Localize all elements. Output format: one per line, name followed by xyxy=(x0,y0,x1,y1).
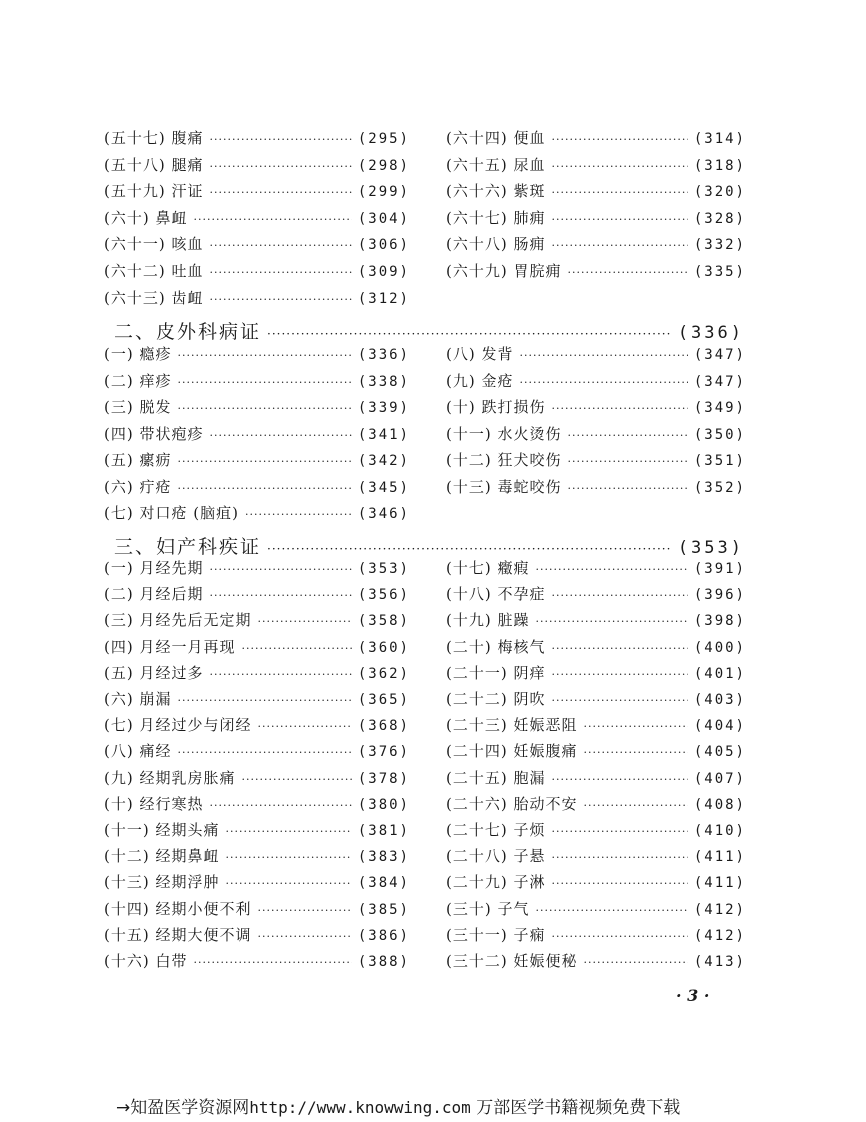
toc-entry-page: (368) xyxy=(357,718,410,735)
toc-entry[interactable] xyxy=(446,557,746,583)
toc-entry-page: (353) xyxy=(357,561,410,577)
toc-entry-label: (五) 月经过多 xyxy=(104,663,204,682)
toc-entry-page: (407) xyxy=(693,770,746,787)
toc-entry-page: (295) xyxy=(357,131,410,147)
toc-entry-label: (五十七) 腹痛 xyxy=(104,129,204,147)
toc-entry[interactable] xyxy=(446,396,746,422)
toc-entry-page: (312) xyxy=(357,290,410,307)
toc-entry[interactable] xyxy=(446,714,746,740)
toc-entry-label: (八) 痛经 xyxy=(104,742,172,761)
toc-entry-label: (六) 疔疮 xyxy=(104,477,172,496)
leader-dots xyxy=(551,213,687,226)
toc-entry-page: (384) xyxy=(357,875,410,892)
toc-entry-label: (一) 月经先期 xyxy=(104,559,204,577)
toc-entry[interactable] xyxy=(446,127,746,153)
leader-dots xyxy=(583,799,687,812)
toc-entry-label: (十) 经行寒热 xyxy=(104,794,204,813)
toc-entry[interactable] xyxy=(446,207,746,233)
toc-entry-label: (二十八) 子悬 xyxy=(446,847,546,866)
toc-entry-label: (二) 月经后期 xyxy=(104,585,204,604)
toc-entry-page: (411) xyxy=(693,875,746,892)
toc-entry-label: (十二) 经期鼻衄 xyxy=(104,847,220,866)
leader-dots xyxy=(177,349,351,362)
toc-entry-label: (七) 对口疮 (脑疽) xyxy=(104,504,239,522)
leader-dots xyxy=(551,589,687,602)
toc-entry-label: (三) 月经先后无定期 xyxy=(104,611,252,630)
toc-entry-page: (342) xyxy=(357,453,410,469)
toc-entry[interactable] xyxy=(446,793,746,819)
toc-entry-label: (六) 崩漏 xyxy=(104,690,172,708)
toc-entry-label: (十二) 狂犬咬伤 xyxy=(446,451,562,469)
toc-entry-label: (十九) 脏躁 xyxy=(446,611,530,630)
leader-dots xyxy=(551,851,687,864)
section-heading-gynecology[interactable] xyxy=(114,532,744,559)
leader-dots xyxy=(583,720,687,733)
toc-entry[interactable] xyxy=(446,662,746,688)
leader-dots xyxy=(583,956,687,969)
leader-dots xyxy=(241,642,351,655)
page-number-marker: · 3 · xyxy=(676,986,710,1005)
toc-entry-label: (六十四) 便血 xyxy=(446,129,546,147)
leader-dots xyxy=(241,773,351,786)
toc-entry-page: (386) xyxy=(357,927,410,944)
leader-dots xyxy=(209,799,351,812)
toc-entry-page: (345) xyxy=(357,479,410,496)
toc-entry[interactable] xyxy=(104,767,410,793)
toc-entry-label: (三) 脱发 xyxy=(104,398,172,416)
toc-entry[interactable] xyxy=(104,287,410,313)
toc-entry-label: (十) 跌打损伤 xyxy=(446,398,546,416)
leader-dots xyxy=(209,239,351,252)
section-heading-skin-surgery[interactable] xyxy=(114,317,744,344)
section-heading-label: 三、妇产科疾证 xyxy=(114,536,262,558)
leader-dots xyxy=(257,904,351,917)
toc-entry-page: (398) xyxy=(693,613,746,630)
toc-entry[interactable] xyxy=(104,207,410,233)
toc-entry-page: (339) xyxy=(357,400,410,416)
toc-entry[interactable] xyxy=(446,260,746,286)
leader-dots xyxy=(567,429,687,442)
leader-dots xyxy=(177,455,351,468)
toc-entry[interactable] xyxy=(104,343,410,369)
toc-entry[interactable] xyxy=(446,609,746,635)
leader-dots xyxy=(177,746,351,759)
leader-dots xyxy=(193,213,351,226)
toc-entry-label: (六十六) 紫斑 xyxy=(446,182,546,201)
toc-entry-label: (十八) 不孕症 xyxy=(446,585,546,604)
toc-entry-label: (十五) 经期大便不调 xyxy=(104,925,252,944)
toc-entry[interactable] xyxy=(104,370,410,396)
toc-entry[interactable] xyxy=(104,950,410,976)
toc-entry[interactable] xyxy=(104,423,410,449)
leader-dots xyxy=(567,455,687,468)
toc-entry-label: (二十三) 妊娠恶阻 xyxy=(446,716,578,735)
toc-entry-label: (二十五) 胞漏 xyxy=(446,768,546,787)
toc-entry-page: (304) xyxy=(357,210,410,227)
toc-entry-page: (401) xyxy=(693,665,746,682)
section-heading-label: 二、皮外科病证 xyxy=(114,321,262,343)
toc-entry-page: (391) xyxy=(693,561,746,577)
toc-entry-page: (341) xyxy=(357,426,410,443)
leader-dots xyxy=(209,133,351,146)
footer-url[interactable]: http://www.knowwing.com xyxy=(249,1098,471,1117)
toc-entry[interactable] xyxy=(446,423,746,449)
toc-entry-page: (352) xyxy=(693,479,746,496)
toc-entry-label: (四) 月经一月再现 xyxy=(104,637,236,656)
toc-entry[interactable] xyxy=(446,449,746,475)
toc-entry-label: (二十七) 子烦 xyxy=(446,821,546,839)
toc-entry[interactable] xyxy=(446,370,746,396)
toc-entry[interactable] xyxy=(104,476,410,502)
toc-entry[interactable] xyxy=(104,396,410,422)
footer-prefix: →知盈医学资源网 xyxy=(116,1098,250,1118)
toc-entry[interactable] xyxy=(104,793,410,819)
toc-entry-page: (356) xyxy=(357,587,410,604)
toc-entry-page: (306) xyxy=(357,237,410,254)
toc-entry[interactable] xyxy=(446,583,746,609)
toc-entry[interactable] xyxy=(104,233,410,259)
toc-entry-label: (六十一) 咳血 xyxy=(104,235,204,254)
toc-entry-label: (五十九) 汗证 xyxy=(104,182,204,201)
toc-entry-page: (314) xyxy=(693,131,746,147)
toc-entry-page: (336) xyxy=(357,347,410,363)
footer-suffix: 万部医学书籍视频免费下载 xyxy=(470,1098,681,1118)
toc-entry-page: (349) xyxy=(693,400,746,416)
toc-entry-page: (358) xyxy=(357,613,410,630)
leader-dots xyxy=(245,508,352,521)
toc-entry[interactable] xyxy=(104,127,410,153)
toc-entry-label: (二十二) 阴吹 xyxy=(446,690,546,708)
toc-entry-page: (346) xyxy=(357,506,410,522)
toc-entry-label: (六十七) 肺痈 xyxy=(446,208,546,227)
leader-dots xyxy=(551,239,687,252)
toc-entry-page: (408) xyxy=(693,796,746,813)
toc-entry[interactable] xyxy=(446,871,746,897)
footer-watermark xyxy=(116,1093,680,1118)
leader-dots xyxy=(209,160,351,173)
toc-entry[interactable] xyxy=(104,583,410,609)
leader-dots xyxy=(519,376,687,389)
toc-entry-page: (410) xyxy=(693,823,746,839)
toc-entry-label: (三十一) 子痫 xyxy=(446,925,546,944)
leader-dots xyxy=(209,293,351,306)
toc-entry[interactable] xyxy=(104,609,410,635)
leader-dots xyxy=(225,877,351,890)
toc-entry-label: (二十六) 胎动不安 xyxy=(446,794,578,813)
leader-dots xyxy=(551,402,687,415)
leader-dots xyxy=(209,589,351,602)
toc-entry-label: (二十九) 子淋 xyxy=(446,873,546,892)
toc-entry[interactable] xyxy=(446,845,746,871)
toc-entry[interactable] xyxy=(104,898,410,924)
leader-dots xyxy=(257,615,351,628)
leader-dots xyxy=(267,327,672,341)
toc-entry-page: (388) xyxy=(357,954,410,970)
leader-dots xyxy=(551,668,687,681)
leader-dots xyxy=(267,542,672,556)
leader-dots xyxy=(225,851,351,864)
toc-entry-page: (381) xyxy=(357,823,410,839)
leader-dots xyxy=(551,773,687,786)
leader-dots xyxy=(551,825,687,838)
toc-entry[interactable] xyxy=(446,343,746,369)
leader-dots xyxy=(567,482,687,495)
toc-entry-page: (405) xyxy=(693,744,746,761)
toc-entry-page: (404) xyxy=(693,718,746,735)
leader-dots xyxy=(551,186,687,199)
toc-entry-label: (二十) 梅核气 xyxy=(446,637,546,656)
toc-entry-page: (350) xyxy=(693,426,746,443)
leader-dots xyxy=(193,956,351,969)
leader-dots xyxy=(583,746,687,759)
toc-entry-page: (298) xyxy=(357,157,410,174)
toc-entry-page: (413) xyxy=(693,954,746,970)
toc-entry-label: (十一) 水火烫伤 xyxy=(446,424,562,443)
toc-entry-label: (六十九) 胃脘痈 xyxy=(446,262,562,280)
toc-entry-label: (六十三) 齿衄 xyxy=(104,288,204,307)
toc-entry-page: (335) xyxy=(693,264,746,280)
toc-entry-label: (一) 瘾疹 xyxy=(104,345,172,363)
toc-entry[interactable] xyxy=(446,924,746,950)
toc-entry-page: (338) xyxy=(357,373,410,390)
toc-entry[interactable] xyxy=(446,740,746,766)
toc-entry-label: (九) 经期乳房胀痛 xyxy=(104,768,236,787)
toc-entry-label: (五) 瘰疬 xyxy=(104,451,172,469)
toc-entry-label: (八) 发背 xyxy=(446,345,514,363)
toc-entry-label: (三十二) 妊娠便秘 xyxy=(446,952,578,970)
section-page-number: (336) xyxy=(677,323,744,343)
toc-entry-label: (十四) 经期小便不利 xyxy=(104,899,252,918)
toc-entry[interactable] xyxy=(104,180,410,206)
toc-entry-page: (320) xyxy=(693,184,746,201)
toc-entry-label: (三十) 子气 xyxy=(446,899,530,918)
toc-entry-page: (332) xyxy=(693,237,746,254)
leader-dots xyxy=(209,429,351,442)
leader-dots xyxy=(535,904,687,917)
toc-entry-label: (九) 金疮 xyxy=(446,371,514,390)
toc-entry[interactable] xyxy=(446,767,746,793)
toc-entry-page: (411) xyxy=(693,849,746,866)
leader-dots xyxy=(551,160,687,173)
leader-dots xyxy=(535,615,687,628)
toc-entry-label: (七) 月经过少与闭经 xyxy=(104,716,252,735)
toc-entry[interactable] xyxy=(104,819,410,845)
toc-entry-label: (十三) 经期浮肿 xyxy=(104,873,220,892)
toc-entry-page: (318) xyxy=(693,157,746,174)
toc-entry-label: (二) 痒疹 xyxy=(104,371,172,390)
toc-entry[interactable] xyxy=(446,476,746,502)
toc-entry-page: (347) xyxy=(693,373,746,390)
leader-dots xyxy=(551,877,687,890)
toc-entry-label: (十三) 毒蛇咬伤 xyxy=(446,477,562,496)
toc-entry[interactable] xyxy=(446,688,746,714)
toc-entry-page: (309) xyxy=(357,264,410,280)
leader-dots xyxy=(177,376,351,389)
leader-dots xyxy=(177,482,351,495)
toc-entry[interactable] xyxy=(104,714,410,740)
toc-entry-label: (六十二) 吐血 xyxy=(104,262,204,280)
leader-dots xyxy=(567,266,687,279)
toc-entry-label: (六十) 鼻衄 xyxy=(104,208,188,227)
toc-entry[interactable] xyxy=(104,449,410,475)
leader-dots xyxy=(519,349,687,362)
leader-dots xyxy=(209,668,351,681)
toc-entry[interactable] xyxy=(446,950,746,976)
toc-entry-page: (396) xyxy=(693,587,746,604)
toc-entry-label: (十一) 经期头痛 xyxy=(104,821,220,839)
toc-entry-page: (362) xyxy=(357,665,410,682)
toc-entry-label: (六十五) 尿血 xyxy=(446,155,546,174)
leader-dots xyxy=(551,133,687,146)
toc-entry[interactable] xyxy=(104,502,410,528)
toc-entry-page: (365) xyxy=(357,692,410,708)
toc-entry-page: (383) xyxy=(357,849,410,866)
toc-entry-label: (六十八) 肠痈 xyxy=(446,235,546,254)
toc-entry-page: (385) xyxy=(357,901,410,918)
leader-dots xyxy=(257,930,351,943)
toc-entry-label: (二十一) 阴痒 xyxy=(446,663,546,682)
toc-entry[interactable] xyxy=(104,740,410,766)
toc-entry[interactable] xyxy=(104,636,410,662)
leader-dots xyxy=(225,825,351,838)
toc-entry[interactable] xyxy=(104,260,410,286)
toc-entry[interactable] xyxy=(104,871,410,897)
leader-dots xyxy=(257,720,351,733)
section-page-number: (353) xyxy=(677,538,744,558)
toc-entry[interactable] xyxy=(104,924,410,950)
leader-dots xyxy=(209,266,351,279)
leader-dots xyxy=(177,402,351,415)
toc-entry[interactable] xyxy=(446,233,746,259)
toc-entry-page: (351) xyxy=(693,453,746,469)
toc-entry-label: (二十四) 妊娠腹痛 xyxy=(446,742,578,761)
toc-entry[interactable] xyxy=(104,662,410,688)
toc-entry[interactable] xyxy=(104,557,410,583)
toc-entry-label: (四) 带状疱疹 xyxy=(104,424,204,443)
toc-entry-page: (328) xyxy=(693,210,746,227)
toc-entry[interactable] xyxy=(446,898,746,924)
toc-entry-page: (380) xyxy=(357,796,410,813)
toc-entry-page: (378) xyxy=(357,770,410,787)
toc-entry-page: (400) xyxy=(693,639,746,656)
toc-entry-page: (403) xyxy=(693,692,746,708)
toc-entry-page: (376) xyxy=(357,744,410,761)
leader-dots xyxy=(551,930,687,943)
toc-entry-page: (299) xyxy=(357,184,410,201)
toc-entry-label: (五十八) 腿痛 xyxy=(104,155,204,174)
toc-entry-label: (十六) 白带 xyxy=(104,952,188,970)
toc-entry[interactable] xyxy=(104,845,410,871)
leader-dots xyxy=(209,563,351,576)
toc-entry-label: (十七) 癥瘕 xyxy=(446,559,530,577)
toc-entry[interactable] xyxy=(104,154,410,180)
leader-dots xyxy=(551,694,687,707)
toc-entry[interactable] xyxy=(446,636,746,662)
toc-entry-page: (412) xyxy=(693,901,746,918)
leader-dots xyxy=(551,642,687,655)
toc-entry[interactable] xyxy=(446,154,746,180)
leader-dots xyxy=(209,186,351,199)
toc-entry[interactable] xyxy=(104,688,410,714)
toc-entry-page: (360) xyxy=(357,639,410,656)
leader-dots xyxy=(535,563,687,576)
leader-dots xyxy=(177,694,351,707)
toc-entry-page: (412) xyxy=(693,927,746,944)
toc-entry-page: (347) xyxy=(693,347,746,363)
toc-entry[interactable] xyxy=(446,180,746,206)
toc-entry[interactable] xyxy=(446,819,746,845)
